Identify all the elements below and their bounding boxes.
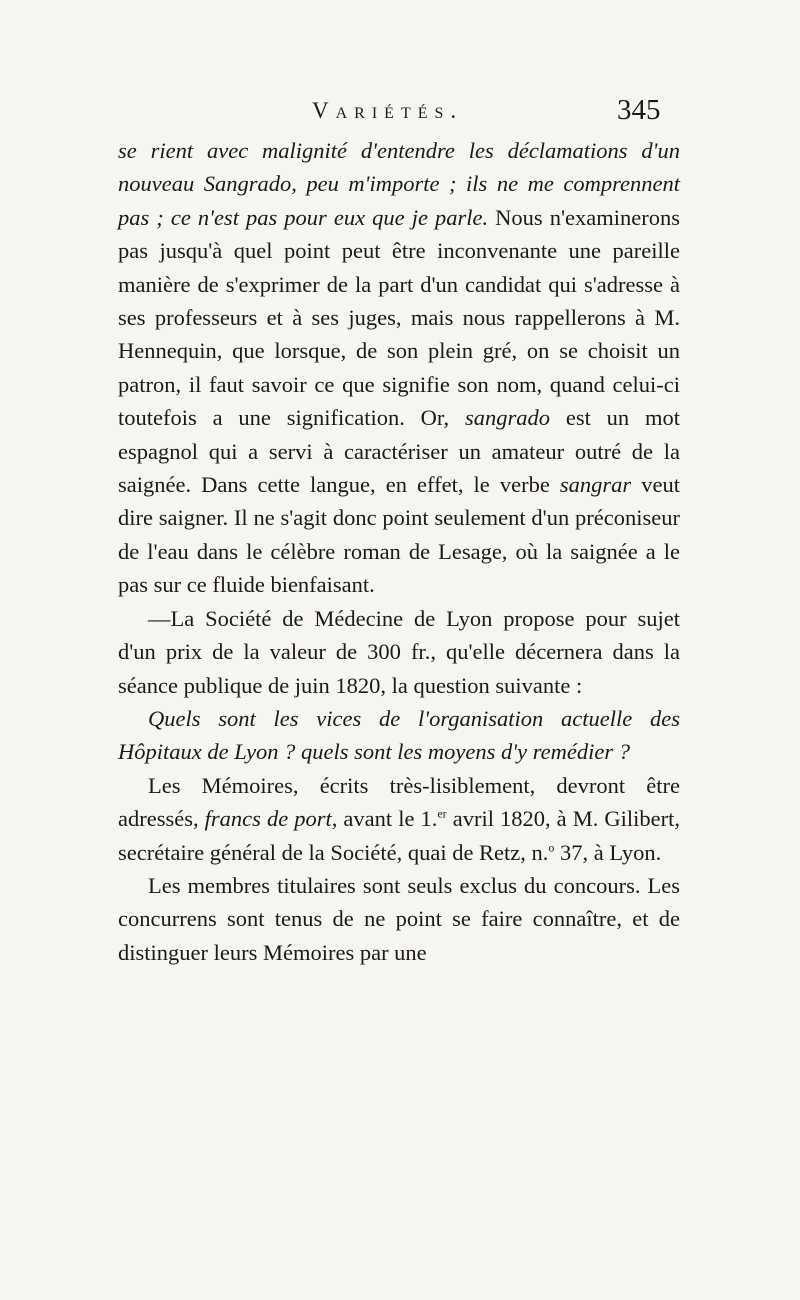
- paragraph-sangrado: [118, 134, 680, 602]
- superscript-er: er: [437, 806, 447, 821]
- text-run: avril 1820, à M. Gilibert, secrétaire général de la Société, quai de Retz, n.: [118, 806, 680, 865]
- paragraph-prize-announcement: —La Société de Médecine de Lyon propose pour sujet d'un prix de la valeur de 300 fr., qu'elle décernera dans la séance publique de juin 1820, la question suivante :: [118, 605, 680, 698]
- text-run: 37, à Lyon.: [554, 839, 662, 865]
- running-title: Variétés.: [312, 98, 464, 123]
- italic-quote: se rient avec malignité d'entendre les déclamations d'un nouveau Sangrado, peu m'importe ; ils ne me comprennent pas ; ce n'est pas pour eux que je parle.: [118, 138, 680, 230]
- text-run: est un mot espagnol qui a servi à caractériser un amateur outré de la saignée. Dans cette langue, en effet, le verbe: [118, 405, 681, 498]
- text-run: Les Mémoires, écrits très-lisiblement, devront être adressés,: [118, 772, 680, 832]
- text-run: veut dire saigner. Il ne s'agit donc point seulement d'un préconiseur de l'eau dans le célèbre roman de Lesage, où la saignée a le pas sur ce fluide bienfaisant.: [118, 472, 680, 598]
- paragraph-prize-question: [118, 702, 680, 769]
- text-run: Nous n'examinerons pas jusqu'à quel point peut être inconvenante une pareille manière de s'exprimer de la part d'un candidat qui s'adresse à ses professeurs et à ses juges, mais nous rappellerons à M. Hennequin, que lorsque, de son plein gré, on se choisit un patron, il faut savoir ce que signifie son nom, quand celui-ci toutefois a une signification. Or,: [118, 204, 680, 431]
- body-text: [118, 134, 680, 969]
- italic-question: Quels sont les vices de l'organisation actuelle des Hôpitaux de Lyon ? quels sont les moyens d'y remédier ?: [118, 705, 680, 765]
- italic-word-sangrar: sangrar: [559, 472, 632, 498]
- page-number: 345: [617, 94, 661, 126]
- italic-francs-de-port: francs de port: [204, 806, 332, 832]
- paragraph-submission-details: [118, 769, 680, 869]
- italic-word-sangrado: sangrado: [464, 405, 550, 431]
- paragraph-competition-rules: Les membres titulaires sont seuls exclus du concours. Les concurrens sont tenus de ne point se faire connaître, et de distinguer leurs Mémoires par une: [118, 872, 680, 965]
- page-header: [0, 94, 800, 138]
- text-run: , avant le 1.: [331, 806, 438, 832]
- superscript-o: o: [548, 840, 555, 855]
